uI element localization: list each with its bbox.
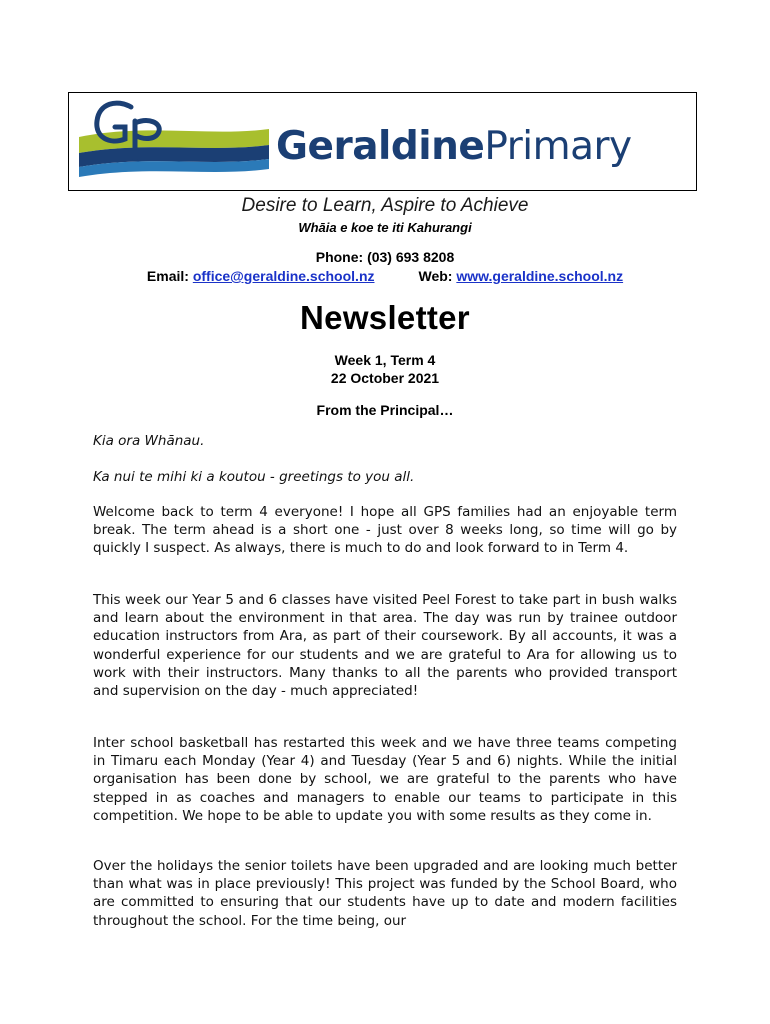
wordmark-geraldine: Geraldine [276, 124, 485, 169]
greeting-line-maori: Ka nui te mihi ki a koutou - greetings to you all. [93, 469, 415, 485]
school-motto-maori: Whāia e koe te iti Kahurangi [298, 220, 472, 235]
email-link[interactable]: office@geraldine.school.nz [192, 268, 375, 284]
body-paragraph: Welcome back to term 4 everyone! I hope all GPS families had an enjoyable term break. The term ahead is a short one - just over 8 weeks long, so time will go by quickly I suspect. As always, there is much to do and look forward to in Term 4. [93, 504, 677, 557]
email-label: Email: [146, 268, 193, 284]
greeting-line: Kia ora Whānau. [93, 433, 205, 449]
school-contact-line [0, 268, 770, 284]
newsletter-date: 22 October 2021 [330, 370, 440, 386]
web-link[interactable]: www.geraldine.school.nz [456, 268, 624, 284]
newsletter-title: Newsletter [300, 299, 470, 336]
section-heading-principal: From the Principal… [316, 402, 454, 418]
school-motto: Desire to Learn, Aspire to Achieve [241, 195, 529, 216]
school-wordmark [276, 124, 632, 169]
school-logo-banner [68, 92, 697, 191]
body-paragraph: Inter school basketball has restarted this week and we have three teams competing in Timaru each Monday (Year 4) and Tuesday (Year 5 and 6) nights. While the initial organisation has been done by school, we are grateful to the parents who have stepped in as coaches and managers to enable our teams to participate in this competition. We hope to be able to update you with some results as they come in. [93, 735, 677, 824]
body-paragraph: This week our Year 5 and 6 classes have visited Peel Forest to take part in bush walks and learn about the environment in that area. The day was run by trainee outdoor education instructors from Ara, as part of their coursework. By all accounts, it was a wonderful experience for our students and we are grateful to Ara for allowing us to work with their instructors. Many thanks to all the parents who provided transport and supervision on the day - much appreciated! [93, 592, 677, 700]
web-label: Web: [418, 268, 457, 284]
body-paragraph: Over the holidays the senior toilets have been upgraded and are looking much better than what was in place previously! This project was funded by the School Board, who are committed to ensuring that our students have up to date and modern facilities throughout the school. For the time being, our [93, 858, 677, 929]
newsletter-week: Week 1, Term 4 [334, 352, 436, 368]
wordmark-primary: Primary [484, 124, 632, 169]
school-phone: Phone: (03) 693 8208 [315, 249, 455, 265]
